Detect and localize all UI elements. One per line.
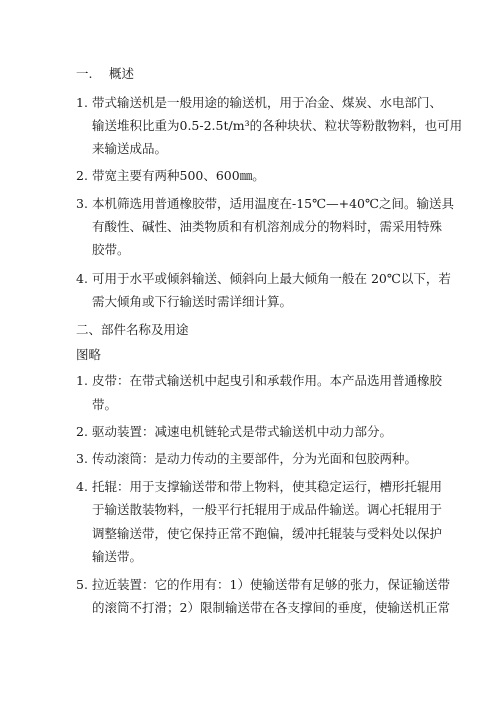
list-item-line: 带宽主要有两种500、600㎜。 [92,168,265,183]
section-number: 一. [76,66,93,81]
section-title: 概述 [109,66,135,81]
list-item-number: 4. [76,271,88,286]
list-item-line: 调整输送带，使它保持正常不跑偏，缓冲托辊装与受料处以保护 [92,526,443,541]
list-item-number: 4. [76,479,88,494]
section-subtitle: 图略 [76,347,102,362]
list-item-line: 的滚筒不打滑；2）限制输送带在各支撑间的垂度，使输送机正常 [92,600,450,615]
list-item-line: 输送堆积比重为0.5-2.5t/m³的各种块状、粒状等粉散物料，也可用 [92,118,463,133]
list-item-number: 1. [76,373,88,388]
list-item-line: 拉近装置：它的作用有：1）使输送带有足够的张力，保证输送带 [92,577,450,592]
list-item-line: 本机筛选用普通橡胶带，适用温度在-15℃—+40℃之间。输送具 [92,196,454,211]
list-item-line: 有酸性、碱性、油类物质和有机溶剂成分的物料时，需采用特殊 [92,219,443,234]
list-item-line: 驱动装置：减速电机链轮式是带式输送机中动力部分。 [92,424,393,439]
list-item-line: 于输送散装物料，一般平行托辊用于成品件输送。调心托辊用于 [92,502,443,517]
list-item-number: 1. [76,95,88,110]
list-item-line: 皮带：在带式输送机中起曳引和承载作用。本产品选用普通橡胶 [92,373,443,388]
list-item-line: 托辊：用于支撑输送带和带上物料，使其稳定运行，槽形托辊用 [92,479,443,494]
section-title: 二、部件名称及用途 [76,322,189,337]
list-item-line: 输送带。 [92,549,143,564]
list-item-line: 胶带。 [92,242,130,257]
list-item-number: 3. [76,451,88,466]
list-item-line: 需大倾角或下行输送时需详细计算。 [92,294,293,309]
list-item-number: 3. [76,196,88,211]
list-item-number: 5. [76,577,88,592]
list-item-line: 传动滚筒：是动力传动的主要部件，分为光面和包胶两种。 [92,451,418,466]
list-item-line: 可用于水平或倾斜输送、倾斜向上最大倾角一般在 20℃以下，若 [92,271,451,286]
list-item-line: 带。 [92,397,118,412]
list-item-number: 2. [76,168,88,183]
list-item-number: 2. [76,424,88,439]
list-item-line: 带式输送机是一般用途的输送机，用于冶金、煤炭、水电部门、 [92,95,443,110]
list-item-line: 来输送成品。 [92,141,168,156]
